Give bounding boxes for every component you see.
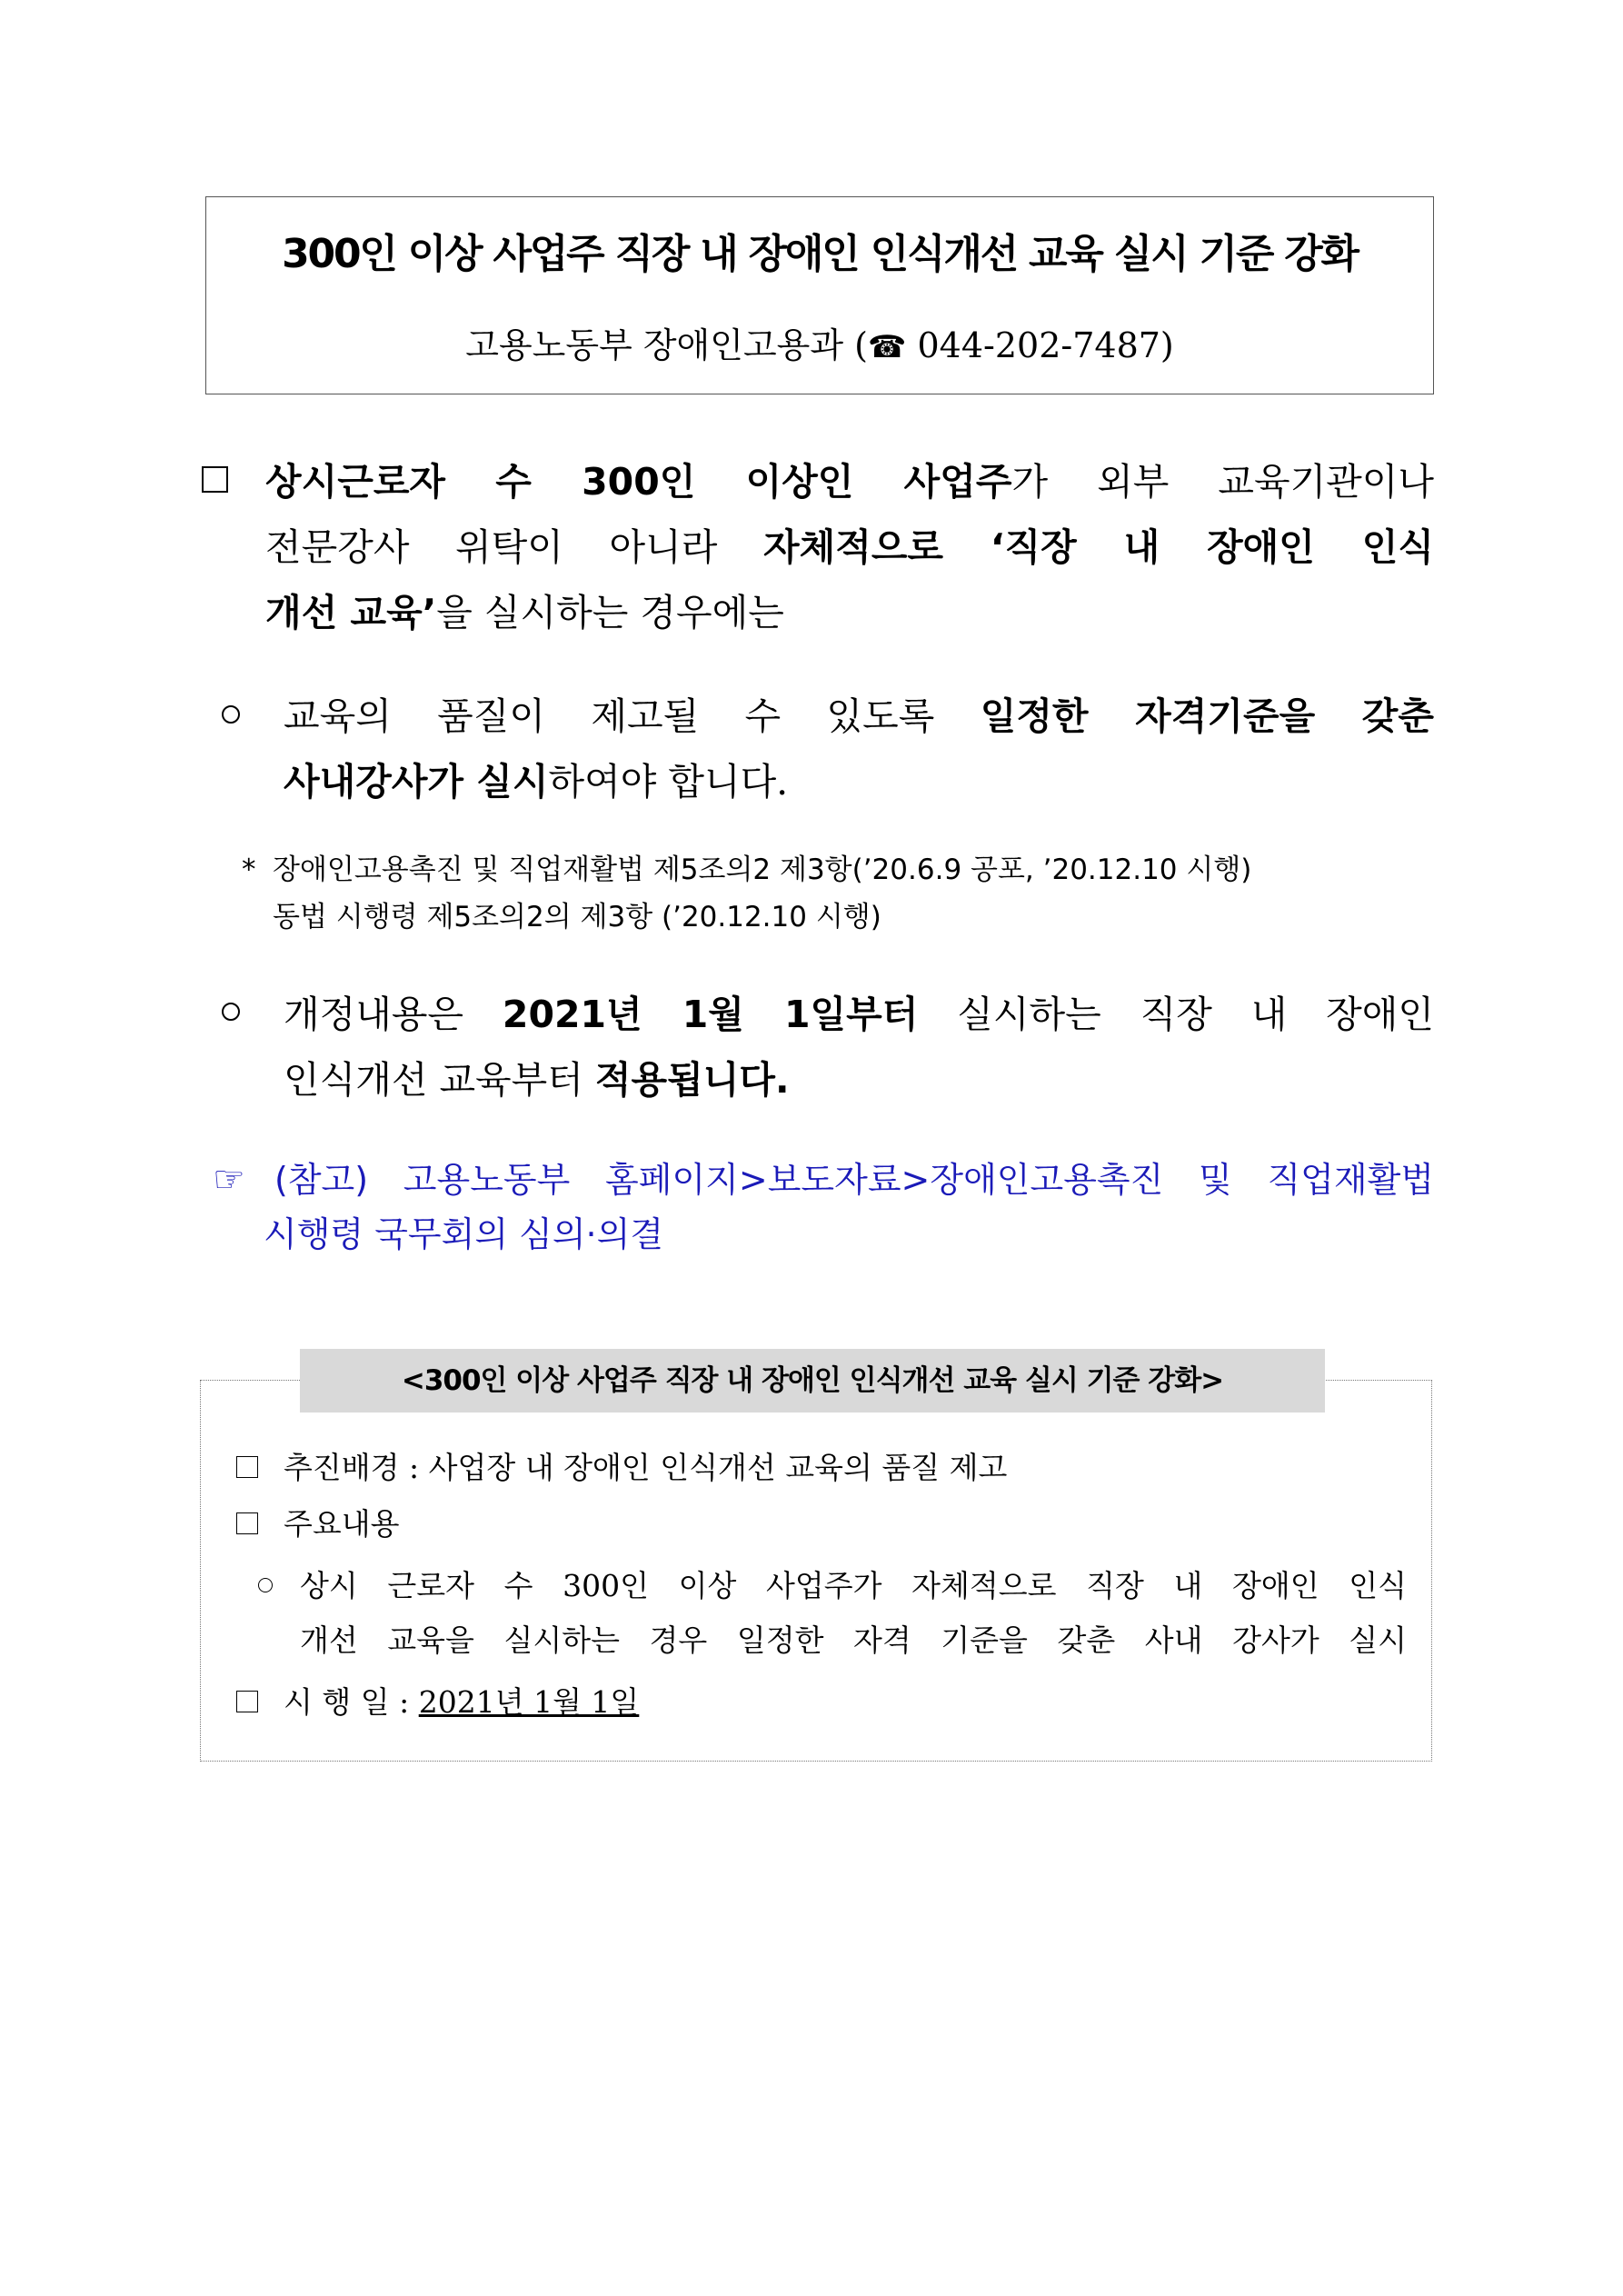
- summary-background: 추진배경 : 사업장 내 장애인 인식개선 교육의 품질 제고: [284, 1450, 1008, 1485]
- bullet-circle-icon: [222, 1003, 240, 1021]
- item2-text: 개정내용은: [284, 993, 503, 1036]
- summary-date-value: 2021년 1월 1일: [418, 1684, 640, 1720]
- item2-line2: [284, 1047, 790, 1113]
- summary-date-row: [284, 1676, 639, 1729]
- bullet-circle-icon: [222, 705, 240, 724]
- summary-main-line2: 개선 교육을 실시하는 경우 일정한 자격 기준을 갖춘 사내 강사가 실시: [300, 1622, 1407, 1658]
- title-box: [205, 196, 1434, 394]
- bullet-circle-icon: [258, 1578, 273, 1592]
- reference-line1[interactable]: (참고) 고용노동부 홈페이지>보도자료>장애인고용촉진 및 직업재활법: [274, 1160, 1434, 1200]
- checkbox-square-icon: [236, 1456, 258, 1478]
- note-star: *: [242, 854, 256, 886]
- checkbox-square-icon: [202, 466, 228, 493]
- checkbox-square-icon: [236, 1512, 258, 1534]
- item1-line2: [284, 749, 788, 814]
- document-title: 300인 이상 사업주 직장 내 장애인 인식개선 교육 실시 기준 강화: [282, 231, 1358, 277]
- item1-text: 하여야 합니다.: [548, 760, 789, 804]
- checkbox-square-icon: [236, 1691, 258, 1712]
- item2-text: 실시하는 직장 내 장애인: [918, 993, 1435, 1036]
- reference-line2[interactable]: 시행령 국무회의 심의·의결: [264, 1214, 664, 1254]
- item2-bold-date: 2021년 1월 1일부터: [502, 993, 919, 1036]
- section1-bold-text: 자체적으로 ‘직장 내 장애인 인식: [763, 525, 1434, 569]
- section1-bold-text: 개선 교육’: [265, 591, 437, 634]
- section1-text: 가 외부 교육기관이나: [1011, 460, 1434, 504]
- department-contact: [206, 317, 1433, 367]
- item2-bold-text: 적용됩니다.: [594, 1058, 790, 1102]
- section1-text: 전문강사 위탁이 아니라: [265, 525, 763, 569]
- item1-text: 교육의 품질이 제고될 수 있도록: [284, 694, 981, 738]
- item2-text: 인식개선 교육부터: [284, 1058, 595, 1102]
- item1-line1: [284, 684, 1434, 749]
- pointing-hand-icon: ☞: [213, 1159, 245, 1201]
- item1-bold-text: 일정한 자격기준을 갖춘: [980, 694, 1434, 738]
- summary-main-label: 주요내용: [284, 1506, 400, 1542]
- section1-line1: [265, 449, 1434, 514]
- item2-line1: [284, 982, 1434, 1047]
- section1-bold-subject: 상시근로자 수 300인 이상인 사업주: [265, 460, 1012, 504]
- section1-line2: [265, 514, 1434, 580]
- note-line2: 동법 시행령 제5조의2의 제3항 (’20.12.10 시행): [273, 901, 881, 933]
- department-name: 고용노동부 장애인고용과 (: [465, 325, 869, 365]
- section1-text: 을 실시하는 경우에는: [436, 591, 784, 634]
- section1-line3: [265, 580, 784, 645]
- item1-bold-text: 사내강사가 실시: [284, 760, 549, 804]
- summary-date-label: 시 행 일 :: [284, 1684, 419, 1720]
- summary-title: <300인 이상 사업주 직장 내 장애인 인식개선 교육 실시 기준 강화>: [300, 1349, 1325, 1413]
- summary-main-line1: 상시 근로자 수 300인 이상 사업주가 자체적으로 직장 내 장애인 인식: [300, 1568, 1407, 1603]
- phone-icon: ☎: [868, 329, 907, 365]
- phone-number: 044-202-7487): [917, 325, 1174, 365]
- note-line1: 장애인고용촉진 및 직업재활법 제5조의2 제3항(’20.6.9 공포, ’20.12.10 시행): [273, 854, 1252, 886]
